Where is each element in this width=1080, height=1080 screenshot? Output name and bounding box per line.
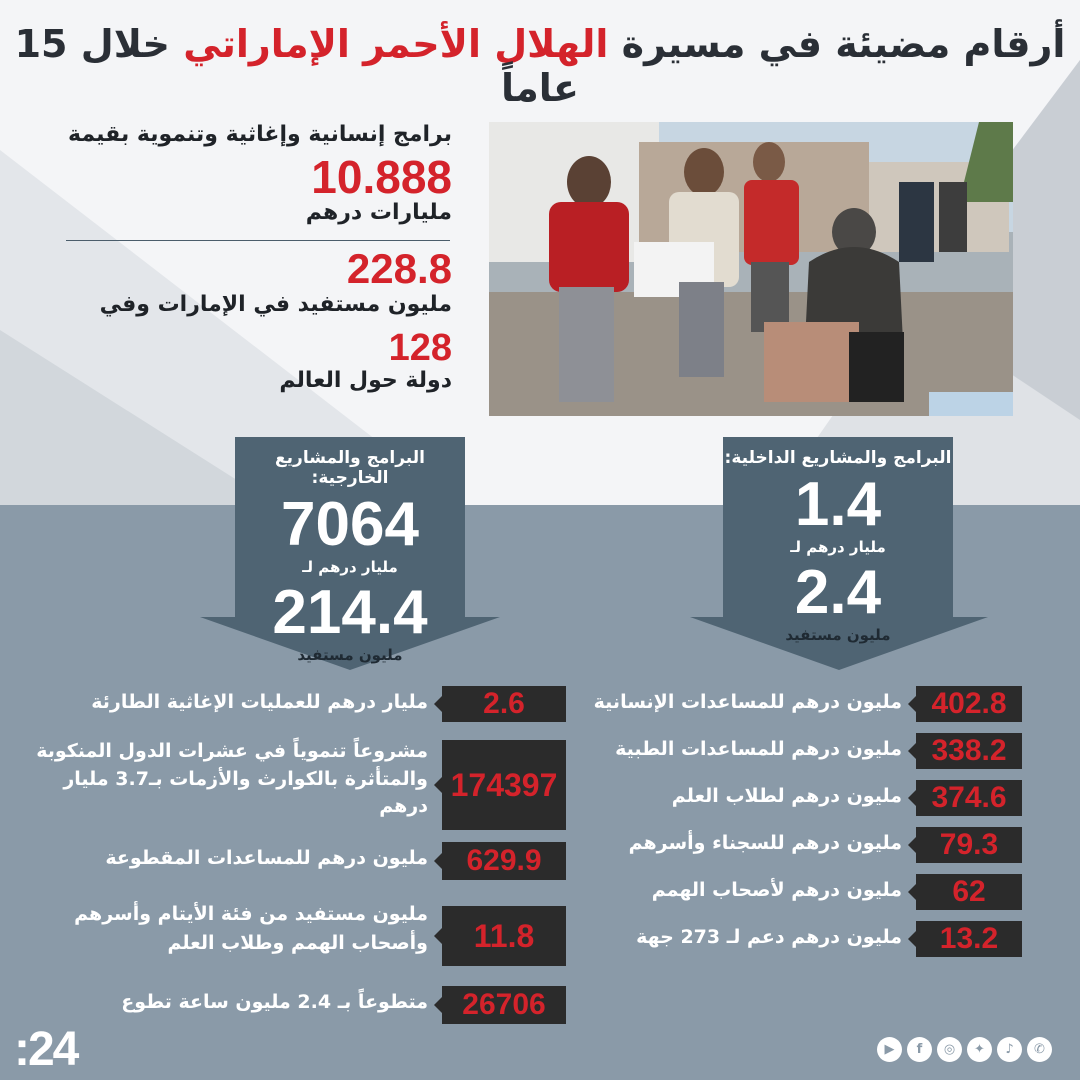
- internal-panel: [723, 448, 953, 644]
- external-item-label: متطوعاً بـ 2.4 مليون ساعة تطوع: [121, 991, 428, 1013]
- internal-item-label: مليون درهم لطلاب العلم: [671, 785, 902, 807]
- internal-item-value: 374.6: [916, 780, 1022, 816]
- social-icons: [877, 1037, 1052, 1062]
- internal-item-value: 402.8: [916, 686, 1022, 722]
- page-title: أرقام مضيئة في مسيرة الهلال الأحمر الإماراتي خلال 15 عاماً: [14, 22, 1066, 110]
- programs-value: 10.888: [311, 151, 452, 203]
- internal-amount-unit: مليار درهم لـ: [790, 538, 886, 556]
- external-item-value: 629.9: [442, 842, 566, 880]
- internal-item-label: مليون درهم دعم لـ 273 جهة: [636, 926, 902, 948]
- value-notch: [908, 837, 916, 853]
- external-item-label: مليار درهم للعمليات الإغاثية الطارئة: [91, 691, 428, 713]
- internal-amount: 1.4: [794, 470, 882, 539]
- external-beneficiaries-unit: مليون مستفيد: [297, 646, 403, 664]
- countries-value: 128: [388, 327, 452, 369]
- internal-item-value: 338.2: [916, 733, 1022, 769]
- internal-item-label: مليون درهم للمساعدات الطبية: [615, 738, 902, 760]
- value-notch: [908, 931, 916, 947]
- internal-item-value: 62: [916, 874, 1022, 910]
- value-notch: [908, 696, 916, 712]
- whatsapp-icon[interactable]: ✆: [1027, 1037, 1052, 1062]
- external-item-value: 11.8: [442, 906, 566, 966]
- value-notch: [908, 884, 916, 900]
- internal-item-label: مليون درهم للسجناء وأسرهم: [628, 832, 902, 854]
- external-item-label: مشروعاً تنموياً في عشرات الدول المنكوبة والمتأثرة بالكوارث والأزمات بـ3.7 مليار درهم: [36, 740, 428, 818]
- external-item-value: 2.6: [442, 686, 566, 722]
- value-notch: [434, 853, 442, 869]
- internal-item-value: 13.2: [916, 921, 1022, 957]
- internal-item-value: 79.3: [916, 827, 1022, 863]
- external-item-value: 26706: [442, 986, 566, 1024]
- external-item-label: مليون مستفيد من فئة الأيتام وأسرهم وأصحاب الهمم وطلاب العلم: [74, 903, 428, 954]
- facebook-icon[interactable]: f: [907, 1037, 932, 1062]
- beneficiaries-label: مليون مستفيد في الإمارات وفي: [99, 292, 452, 317]
- external-amount-unit: مليار درهم لـ: [302, 558, 398, 576]
- external-item-value: 174397: [442, 740, 566, 830]
- value-notch: [434, 928, 442, 944]
- external-item-label: مليون درهم للمساعدات المقطوعة: [105, 847, 428, 869]
- brand-logo: :24: [14, 1023, 78, 1076]
- value-notch: [434, 696, 442, 712]
- value-notch: [434, 997, 442, 1013]
- twitter-icon[interactable]: ✦: [967, 1037, 992, 1062]
- external-panel: [235, 448, 465, 664]
- external-beneficiaries: 214.4: [272, 578, 428, 647]
- internal-item-label: مليون درهم لأصحاب الهمم: [651, 879, 902, 901]
- internal-beneficiaries-unit: مليون مستفيد: [785, 626, 891, 644]
- instagram-icon[interactable]: ◎: [937, 1037, 962, 1062]
- internal-title: البرامج والمشاريع الداخلية:: [724, 448, 952, 468]
- tiktok-icon[interactable]: ♪: [997, 1037, 1022, 1062]
- internal-beneficiaries: 2.4: [794, 558, 882, 627]
- value-notch: [434, 777, 442, 793]
- countries-label: دولة حول العالم: [279, 368, 452, 393]
- aid-distribution-photo: [489, 122, 1013, 416]
- programs-label: برامج إنسانية وإغاثية وتنموية بقيمة: [68, 122, 452, 147]
- programs-unit: مليارات درهم: [305, 200, 452, 225]
- internal-item-label: مليون درهم للمساعدات الإنسانية: [593, 691, 902, 713]
- youtube-icon[interactable]: ▶: [877, 1037, 902, 1062]
- external-amount: 7064: [281, 490, 419, 559]
- value-notch: [908, 790, 916, 806]
- external-title: البرامج والمشاريع الخارجية:: [275, 448, 425, 488]
- value-notch: [908, 743, 916, 759]
- beneficiaries-value: 228.8: [346, 245, 452, 292]
- summary-divider: [66, 240, 450, 241]
